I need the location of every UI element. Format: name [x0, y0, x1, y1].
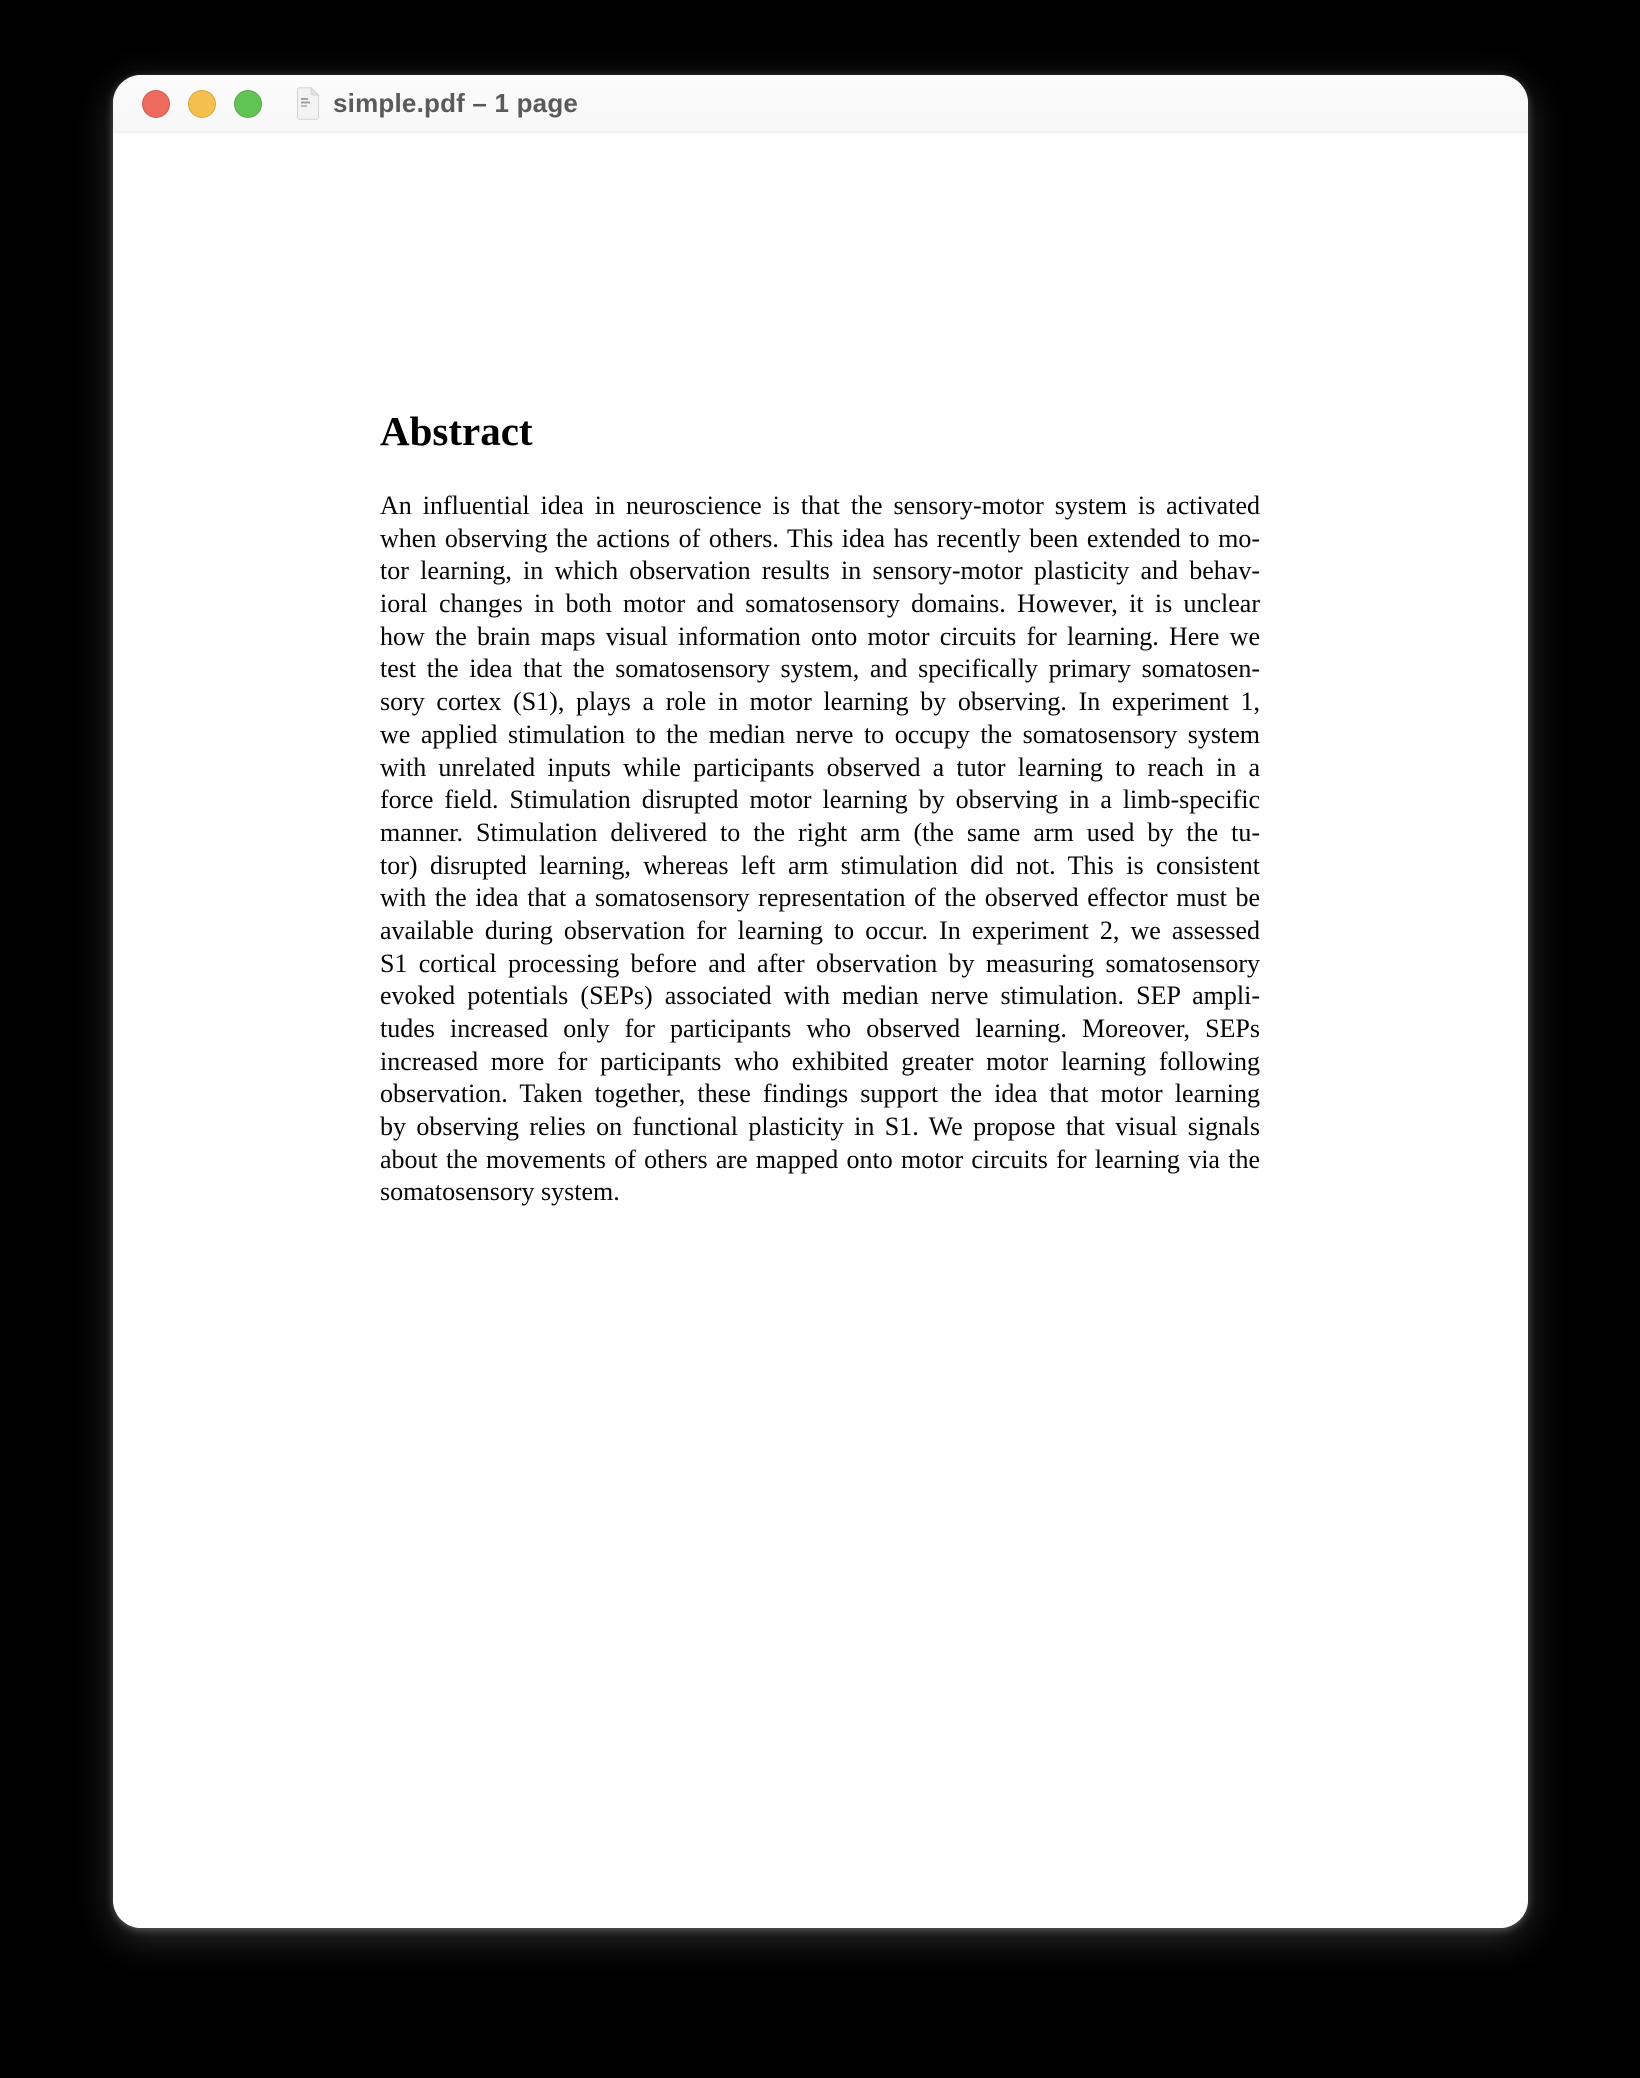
abstract-line: somatosensory system.	[380, 1177, 620, 1207]
abstract-line: sory cortex (S1), plays a role in motor learning by observing. In experiment 1,	[380, 687, 1260, 717]
abstract-line: by observing relies on functional plasticity in S1. We propose that visual signals	[380, 1112, 1260, 1142]
title-bar[interactable]	[113, 75, 1528, 133]
abstract-line: manner. Stimulation delivered to the right arm (the same arm used by the tu-	[380, 817, 1260, 847]
preview-window	[113, 75, 1528, 1928]
abstract-line: with unrelated inputs while participants observed a tutor learning to reach in a	[380, 752, 1260, 782]
abstract-line: force field. Stimulation disrupted motor learning by observing in a limb-specific	[380, 785, 1260, 815]
pdf-page	[113, 133, 1528, 1209]
abstract-line: tor learning, in which observation results in sensory-motor plasticity and behav-	[380, 556, 1260, 586]
abstract-line: increased more for participants who exhibited greater motor learning following	[380, 1046, 1260, 1076]
abstract-line: how the brain maps visual information onto motor circuits for learning. Here we	[380, 621, 1260, 651]
abstract-line: available during observation for learning to occur. In experiment 2, we assessed	[380, 915, 1260, 945]
abstract-line: observation. Taken together, these findings support the idea that motor learning	[380, 1079, 1260, 1109]
close-button[interactable]	[142, 90, 170, 118]
abstract-line: when observing the actions of others. This idea has recently been extended to mo-	[380, 523, 1260, 553]
abstract-line: An influential idea in neuroscience is that the sensory-motor system is activated	[380, 491, 1260, 520]
traffic-lights	[142, 90, 262, 118]
abstract-line: tor) disrupted learning, whereas left arm stimulation did not. This is consistent	[380, 850, 1260, 880]
pdf-content-area[interactable]	[113, 133, 1528, 1928]
zoom-button[interactable]	[234, 90, 262, 118]
abstract-line: about the movements of others are mapped onto motor circuits for learning via the	[380, 1144, 1260, 1174]
abstract-line: we applied stimulation to the median nerve to occupy the somatosensory system	[380, 719, 1260, 749]
abstract-paragraph	[380, 490, 1260, 1209]
abstract-heading: Abstract	[380, 408, 533, 454]
abstract-line: test the idea that the somatosensory system, and specifically primary somatosen-	[380, 654, 1260, 684]
abstract-line: tudes increased only for participants who observed learning. Moreover, SEPs	[380, 1014, 1260, 1043]
window-title: simple.pdf – 1 page	[333, 88, 579, 118]
document-icon[interactable]	[296, 87, 320, 120]
abstract-line: S1 cortical processing before and after observation by measuring somatosensory	[380, 948, 1260, 978]
minimize-button[interactable]	[188, 90, 216, 118]
abstract-line: evoked potentials (SEPs) associated with median nerve stimulation. SEP ampli-	[380, 981, 1260, 1011]
abstract-line: ioral changes in both motor and somatosensory domains. However, it is unclear	[380, 589, 1260, 619]
abstract-line: with the idea that a somatosensory representation of the observed effector must be	[380, 883, 1260, 913]
